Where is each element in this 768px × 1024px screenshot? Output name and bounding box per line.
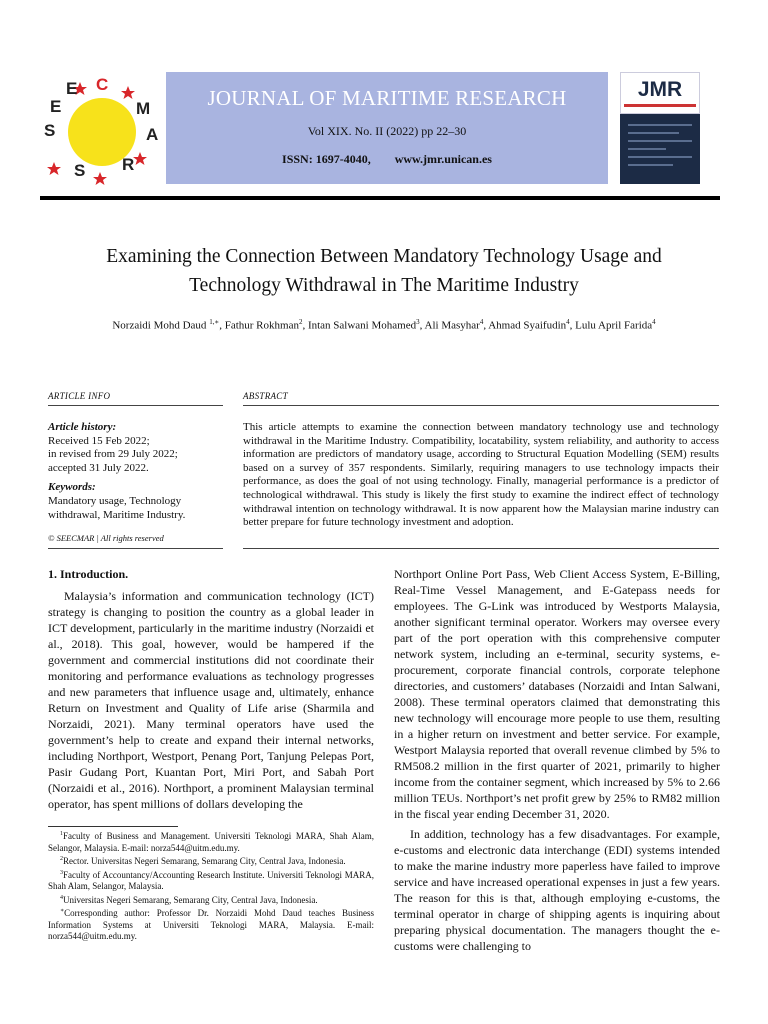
paragraph: In addition, technology has a few disadvantages. For example, e-customs and electronic data interchange (EDI) systems intended to make the marine industry more paperless have failed to improve service and have increased operational expenses in just a few years. The reason for this is that, although employing e-customs, the terminal operator in charge of shipping agents is inquiring about preparing physical documentation. The managers thought the e-customs were challenging to (394, 827, 720, 953)
footnote: $^4$Universitas Negeri Semarang, Semarang City, Central Java, Indonesia. (60, 894, 318, 905)
divider (48, 405, 223, 406)
logo-letter: R (122, 155, 135, 174)
title-line: Examining the Connection Between Mandatory Technology Usage and (106, 246, 662, 267)
journal-url[interactable]: www.jmr.unican.es (394, 152, 492, 166)
author-list: Norzaidi Mohd Daud $^{1,∗}$, Fathur Rokhman$^2$, Intan Salwani Mohamed$^3$, Ali Masyhar$^4$, Ahmad Syaifudin$^4$, Lulu April Farida$^4$ (112, 318, 656, 332)
author-affil: 3 (416, 318, 420, 326)
author-affil: 4 (479, 318, 484, 326)
article-info (48, 421, 228, 522)
author: Intan Salwani Mohamed (307, 319, 417, 332)
footnote: $^3$Faculty of Accountancy/Accounting Research Institute. Universiti Teknologi MARA, Shah Alam, Selangor, Malaysia. (48, 869, 374, 891)
author-affil: 4 (652, 318, 656, 326)
revised-date: in revised from 29 July 2022; (48, 448, 178, 461)
received-date: Received 15 Feb 2022; (48, 434, 150, 447)
author-affil: 2 (298, 318, 303, 326)
footnotes (48, 829, 374, 943)
body-column-right (394, 566, 720, 954)
author: Ahmad Syaifudin (488, 319, 567, 332)
abstract-text: This article attempts to examine the connection between mandatory technology use and technology withdrawal in the Maritime Industry. Compatibility, locatability, system reliability, and authority to access information are predictors of mandatory usage, according to Structural Equation Modelling (SEM) results based on a survey of 357 respondents. Similarly, requiring managers to use technology impacts their performance, as does the goal of not using technology. Finally, managerial performance is a predictor of technological withdrawal. This study is likely the first study to examine the indirect effect of technology withdrawal intention on technology withdrawal. It is now apparent how the Malaysian marine industry can better prepare for future technology investment and adoption. (243, 421, 719, 529)
divider (48, 548, 223, 549)
logo-letter: C (96, 75, 109, 94)
journal-title: JOURNAL OF MARITIME RESEARCH (207, 86, 567, 110)
footnote: ∗Corresponding author: Professor Dr. Norzaidi Mohd Daud teaches Business Information Systems at Universiti Teknologi MARA, Malaysia. E-mail: norza544@uitm.edu.my. (48, 908, 374, 941)
footnote: $^1$Faculty of Business and Management. Universiti Teknologi MARA, Shah Alam, Selangor, Malaysia. E-mail: norza544@uitm.edu.my. (48, 831, 374, 853)
paragraph: Northport Online Port Pass, Web Client Access System, E-Billing, Real-Time Vessel Management, and E-Gatepass needs for employees. The G-Link was introduced by Westports Malaysia, another significant terminal operator. Workers may oversee every part of the port operation with this comprehensive computer network system, including an e-terminal, security systems, e-procurement, corporate financial controls, corporate telephone directories, and customers’ databases (Norzaidi and Intan Salwani, 2008). These terminal operators claimed that demonstrating this new technology will encourage more people to use them, resulting in a higher return on investment and better service. For example, Westport Malaysia reported that overall revenue climbed by 5% to RM508.2 million in the first quarter of 2021, primarily to higher income from the container segment, which increased by 5% to 2.66 million TEUs. Northport’s net profit grew by 25% to RM82 million in the fiscal year ending December 31, 2020. (394, 567, 720, 821)
logo-letter: E (66, 79, 78, 98)
issn-line (166, 152, 608, 167)
keywords-heading: Keywords: (48, 481, 96, 494)
cover-label: JMR (637, 78, 683, 101)
accepted-date: accepted 31 July 2022. (48, 461, 149, 474)
author: Ali Masyhar (424, 319, 480, 332)
cover-text-lines (628, 124, 692, 172)
journal-banner (166, 72, 608, 184)
footnote-rule (48, 826, 178, 827)
body-column-left (48, 566, 374, 812)
copyright: © SEECMAR | All rights reserved (48, 533, 164, 543)
author: Norzaidi Mohd Daud (112, 319, 207, 332)
paper-title (40, 242, 728, 300)
seecmar-logo (40, 72, 164, 188)
divider (243, 405, 719, 406)
article-info-label: ARTICLE INFO (48, 391, 111, 401)
abstract-label: ABSTRACT (243, 391, 288, 401)
title-line: Technology Withdrawal in The Maritime Industry (189, 275, 579, 296)
header-rule (40, 196, 720, 200)
author-affil: 1,∗ (209, 318, 220, 326)
section-heading: 1. Introduction. (48, 567, 129, 581)
author: Fathur Rokhman (224, 319, 299, 332)
history-heading: Article history: (48, 421, 117, 433)
footnote: $^2$Rector. Universitas Negeri Semarang, Semarang City, Central Java, Indonesia. (60, 856, 346, 866)
journal-cover (620, 72, 700, 184)
author-affil: 4 (566, 318, 570, 326)
issn: ISSN: 1697-4040, (282, 152, 371, 166)
logo-letter: S (44, 121, 56, 140)
logo-letter: E (50, 97, 62, 116)
divider (243, 548, 719, 549)
volume-info: Vol XIX. No. II (2022) pp 22–30 (307, 124, 467, 138)
logo-letter: A (146, 125, 159, 144)
author: Lulu April Farida (575, 319, 653, 332)
logo-letter: S (74, 161, 86, 180)
paragraph: Malaysia’s information and communication technology (ICT) strategy is changing to position the country as a global leader in ICT development, particularly in the maritime industry (Norzaidi et al., 2018). This goal, however, would be hampered if the government and commercial institutions did not coordinate their monitoring and performance evaluations as technology progresses and new parameters that influence usage and, ultimately, enhance Return on Investment and Quality of Life arise (Sharmila and Norzaidi, 2021). Many terminal operators have used the government’s help to create and expand their internal networks, including Northport, Westport, Penang Port, Tanjung Pelepas Port, Pasir Gudang Port, Kuantan Port, Miri Port, and Sabah Port (Norzaidi et al., 2016). Northport, a prominent Malaysian terminal operator, has spent millions of dollars developing the (48, 589, 374, 811)
logo-letter: M (136, 99, 151, 118)
keywords: Mandatory usage, Technology withdrawal, Maritime Industry. (48, 494, 186, 521)
